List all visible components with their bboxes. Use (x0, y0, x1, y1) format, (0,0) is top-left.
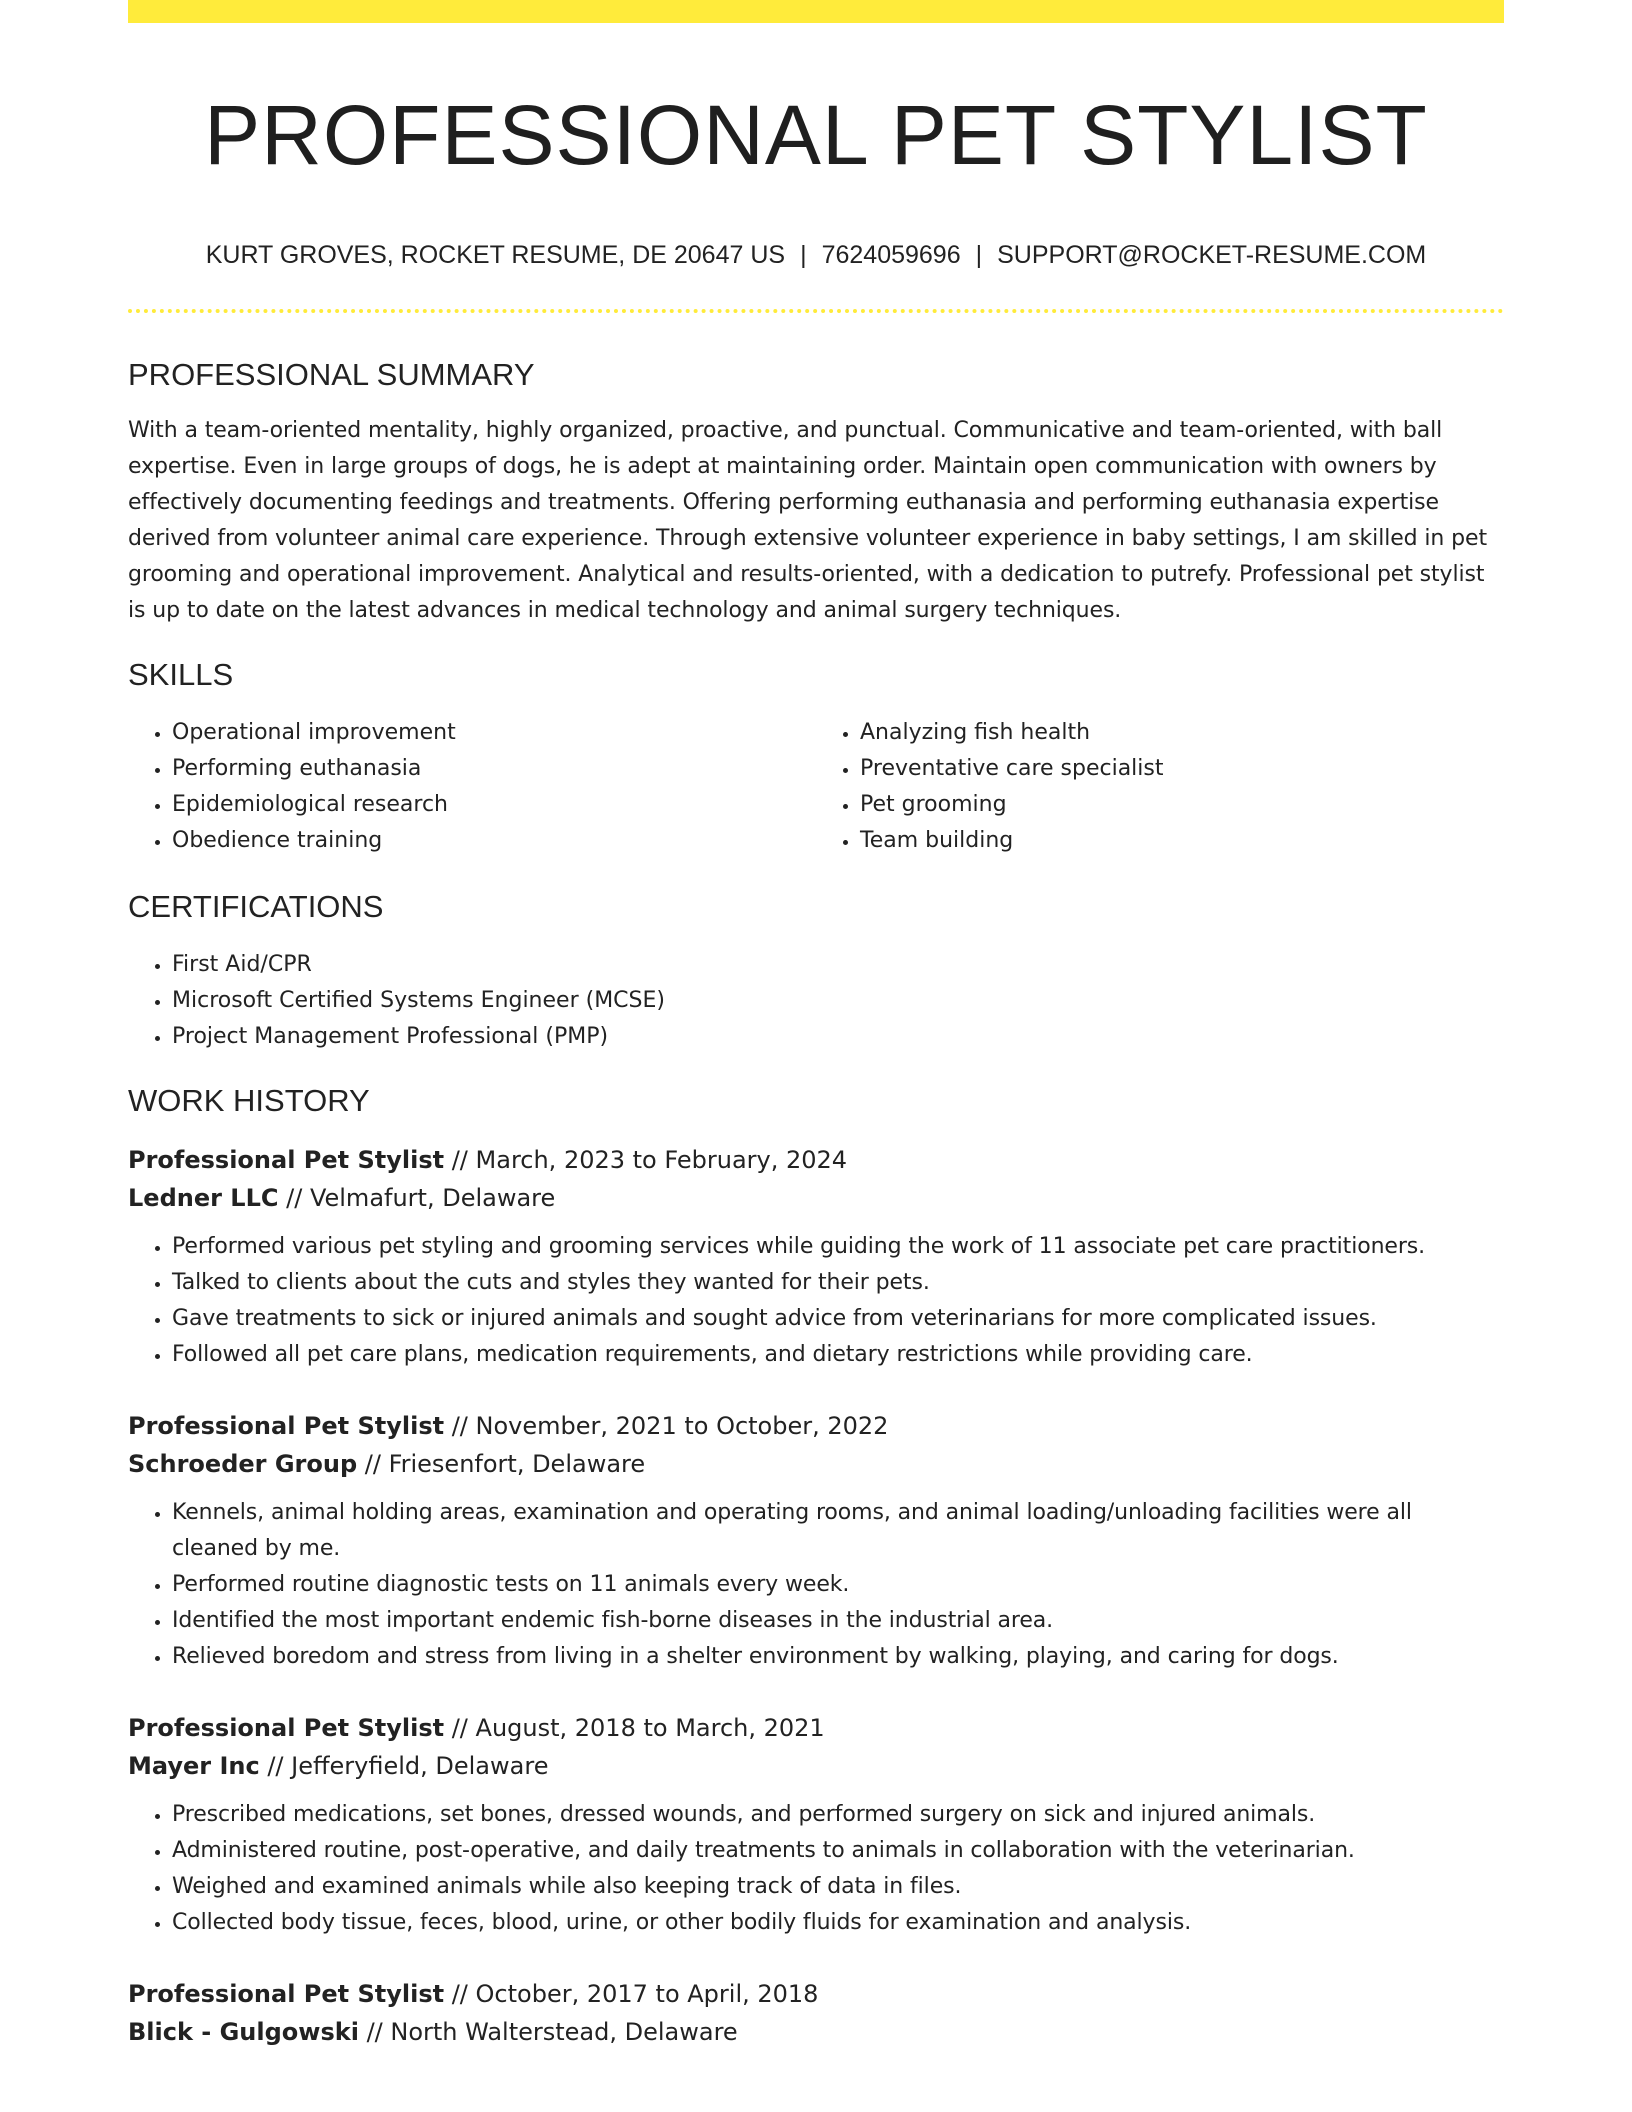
job-bullet: • Followed all pet care plans, medication requirements, and dietary restrictions while providing care. (172, 1337, 1504, 1373)
job-bullet: • Relieved boredom and stress from living in a shelter environment by walking, playing, and caring for dogs. (172, 1639, 1504, 1675)
job-title-line (128, 1407, 1504, 1445)
skills-list-left (128, 715, 816, 859)
job-company: Mayer Inc (128, 1752, 260, 1780)
summary-heading: PROFESSIONAL SUMMARY (128, 357, 535, 392)
skills-heading: SKILLS (128, 657, 234, 692)
resume-title: PROFESSIONAL PET STYLIST (204, 88, 1428, 182)
job-company-line (128, 1445, 1504, 1483)
job-bullets (128, 1495, 1504, 1675)
job-title-line (128, 1141, 1504, 1179)
job-company-line (128, 1747, 1504, 1785)
resume-page (128, 0, 1504, 2051)
skill-item: • Operational improvement (172, 715, 816, 751)
contact-separator: | (800, 241, 807, 269)
contact-phone: 7624059696 (821, 241, 961, 269)
certification-item: • Project Management Professional (PMP) (172, 1019, 1504, 1055)
job-company-line (128, 1179, 1504, 1217)
job-location: // North Walterstead, Delaware (358, 2018, 738, 2046)
job-dates: // November, 2021 to October, 2022 (444, 1412, 889, 1440)
contact-line (128, 239, 1504, 271)
job-dates: // March, 2023 to February, 2024 (444, 1146, 848, 1174)
job-title-line (128, 1975, 1504, 2013)
certifications-list (128, 947, 1504, 1055)
certification-item: • Microsoft Certified Systems Engineer (MCSE) (172, 983, 1504, 1019)
job-title: Professional Pet Stylist (128, 1980, 445, 2008)
job-bullet: • Performed various pet styling and grooming services while guiding the work of 11 associate pet care practitioners. (172, 1229, 1504, 1265)
skill-item: • Pet grooming (860, 787, 1504, 823)
skill-item: • Obedience training (172, 823, 816, 859)
dotted-divider (128, 309, 1504, 313)
job-bullet: • Kennels, animal holding areas, examination and operating rooms, and animal loading/unloading facilities were all cleaned by me. (172, 1495, 1504, 1567)
contact-address: KURT GROVES, ROCKET RESUME, DE 20647 US (205, 241, 786, 269)
job-entry (128, 1709, 1504, 1941)
job-company: Schroeder Group (128, 1450, 358, 1478)
skill-item: • Preventative care specialist (860, 751, 1504, 787)
job-company-line (128, 2013, 1504, 2051)
job-entry (128, 1407, 1504, 1675)
job-dates: // August, 2018 to March, 2021 (444, 1714, 825, 1742)
certification-item: • First Aid/CPR (172, 947, 1504, 983)
job-company: Blick - Gulgowski (128, 2018, 359, 2046)
job-bullets (128, 1229, 1504, 1373)
job-entry (128, 1975, 1504, 2051)
job-title: Professional Pet Stylist (128, 1412, 445, 1440)
job-entry (128, 1141, 1504, 1373)
work-history-heading: WORK HISTORY (128, 1083, 370, 1118)
job-location: // Jefferyfield, Delaware (259, 1752, 549, 1780)
skill-item: • Epidemiological research (172, 787, 816, 823)
job-bullet: • Collected body tissue, feces, blood, urine, or other bodily fluids for examination and analysis. (172, 1905, 1504, 1941)
job-title-line (128, 1709, 1504, 1747)
skills-columns (128, 715, 1504, 859)
job-location: // Velmafurt, Delaware (278, 1184, 556, 1212)
job-bullet: • Performed routine diagnostic tests on 11 animals every week. (172, 1567, 1504, 1603)
skill-item: • Performing euthanasia (172, 751, 816, 787)
certifications-heading: CERTIFICATIONS (128, 889, 384, 924)
job-title: Professional Pet Stylist (128, 1146, 445, 1174)
job-bullet: • Talked to clients about the cuts and styles they wanted for their pets. (172, 1265, 1504, 1301)
contact-separator: | (975, 241, 983, 269)
job-bullet: • Prescribed medications, set bones, dressed wounds, and performed surgery on sick and injured animals. (172, 1797, 1504, 1833)
job-bullets (128, 1797, 1504, 1941)
job-title: Professional Pet Stylist (128, 1714, 445, 1742)
job-bullet: • Administered routine, post-operative, and daily treatments to animals in collaboration with the veterinarian. (172, 1833, 1504, 1869)
job-bullet: • Gave treatments to sick or injured animals and sought advice from veterinarians for more complicated issues. (172, 1301, 1504, 1337)
accent-top-bar (128, 0, 1504, 23)
job-company: Ledner LLC (128, 1184, 279, 1212)
job-bullet: • Weighed and examined animals while also keeping track of data in files. (172, 1869, 1504, 1905)
skill-item: • Team building (860, 823, 1504, 859)
skill-item: • Analyzing fish health (860, 715, 1504, 751)
job-dates: // October, 2017 to April, 2018 (444, 1980, 819, 2008)
job-bullet: • Identified the most important endemic fish-borne diseases in the industrial area. (172, 1603, 1504, 1639)
contact-email: SUPPORT@ROCKET-RESUME.COM (997, 241, 1427, 269)
skills-list-right (816, 715, 1504, 859)
summary-text: With a team-oriented mentality, highly organized, proactive, and punctual. Communicative and team-oriented, with ball expertise. Even in large groups of dogs, he is adept at maintaining order. Maintain open communication with owners by effectively documenting feedings and treatments. Offering performing euthanasia and performing euthanasia expertise derived from volunteer animal care experience. Through extensive volunteer experience in baby settings, I am skilled in pet grooming and operational improvement. Analytical and results-oriented, with a dedication to putrefy. Professional pet stylist is up to date on the latest advances in medical technology and animal surgery techniques. (128, 418, 1487, 623)
job-location: // Friesenfort, Delaware (357, 1450, 646, 1478)
